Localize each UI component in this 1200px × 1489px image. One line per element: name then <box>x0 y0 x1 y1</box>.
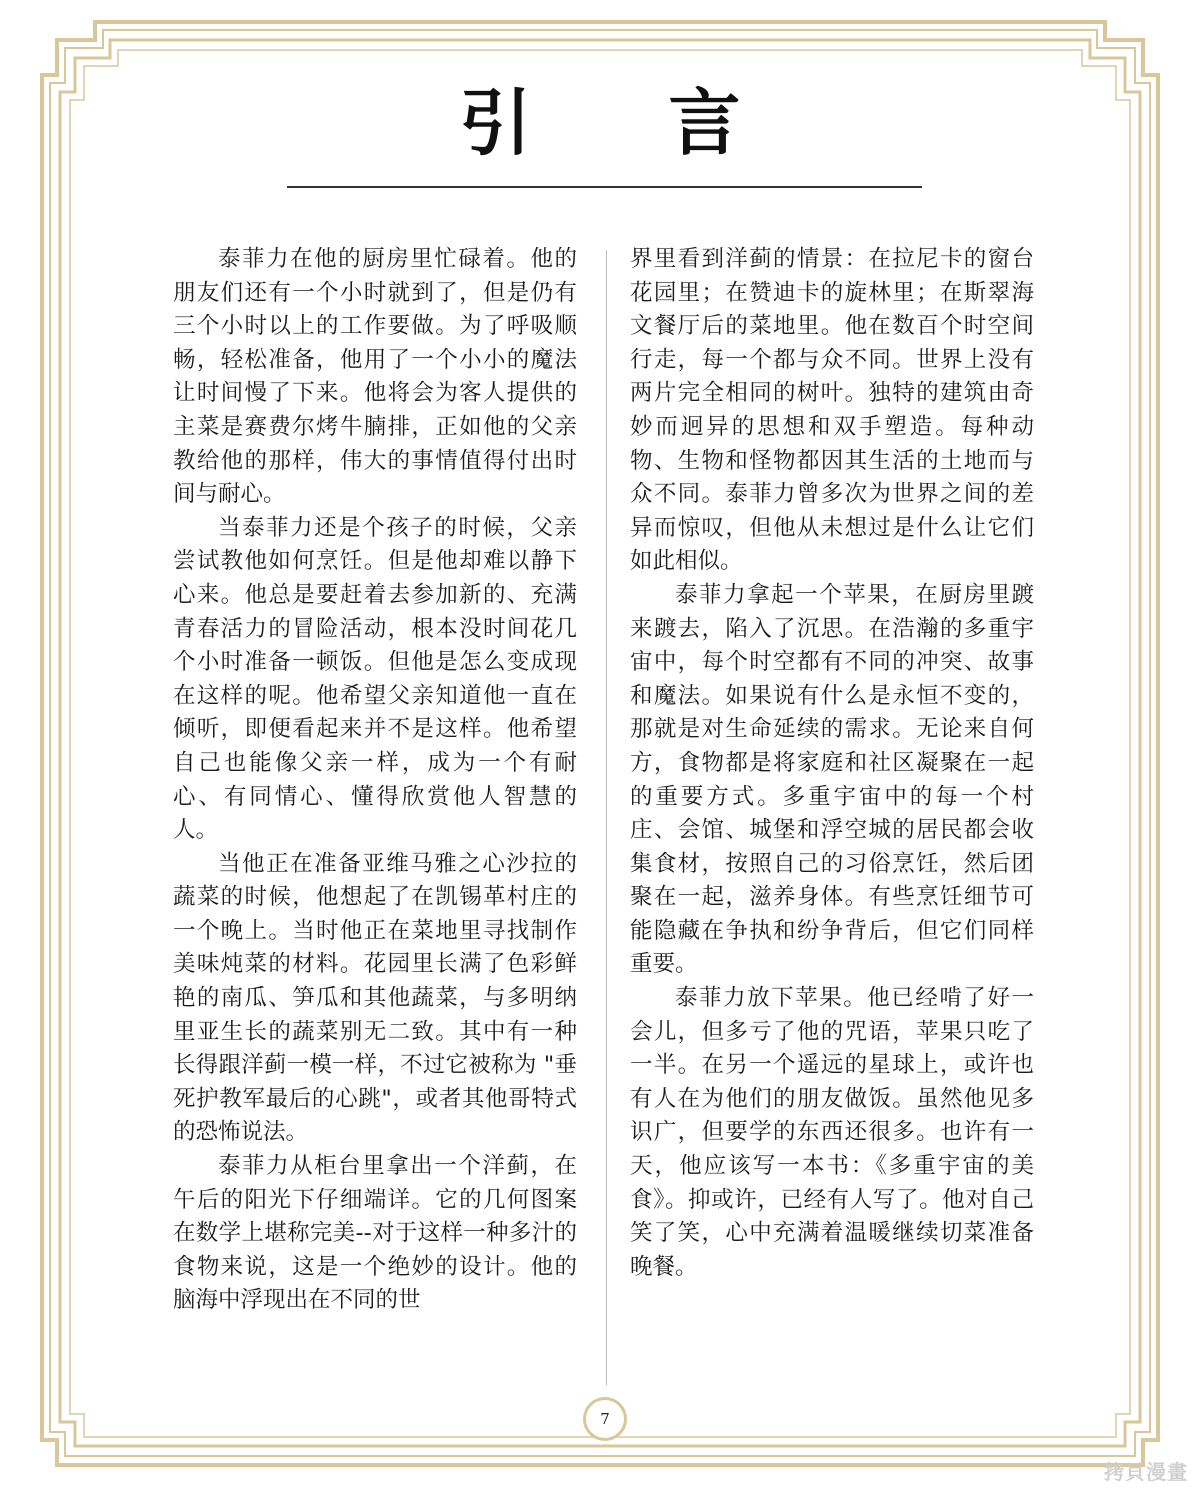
paragraph: 泰菲力放下苹果。他已经啃了好一会儿，但多亏了他的咒语，苹果只吃了一半。在另一个遥远的星球上，或许也有人在为他们的朋友做饭。虽然他见多识广，但要学的东西还很多。也许有一天，他应该写一本书：《多重宇宙的美食》。抑或许，已经有人写了。他对自己笑了笑，心中充满着温暖继续切菜准备晚餐。 <box>630 985 1034 1280</box>
right-column <box>630 243 1034 1284</box>
page-number: 7 <box>600 1410 610 1428</box>
paragraph: 当他正在准备亚维马雅之心沙拉的蔬菜的时候，他想起了在凯锡革村庄的一个晚上。当时他正在菜地里寻找制作美味炖菜的材料。花园里长满了色彩鲜艳的南瓜、笋瓜和其他蔬菜，与多明纳里亚生长的蔬菜别无二致。其中有一种长得跟洋蓟一模一样，不过它被称为 "垂死护教军最后的心跳"，或者其他哥特式的恐怖说法。 <box>173 850 577 1146</box>
left-column <box>173 243 577 1318</box>
paragraph: 当泰菲力还是个孩子的时候，父亲尝试教他如何烹饪。但是他却难以静下心来。他总是要赶着去参加新的、充满青春活力的冒险活动，根本没时间花几个小时准备一顿饭。但他是怎么变成现在这样的呢。他希望父亲知道他一直在倾听，即便看起来并不是这样。他希望自己也能像父亲一样，成为一个有耐心、有同情心、懂得欣赏他人智慧的人。 <box>173 514 577 844</box>
paragraph: 泰菲力在他的厨房里忙碌着。他的朋友们还有一个小时就到了，但是仍有三个小时以上的工作要做。为了呼吸顺畅，轻松准备，他用了一个小小的魔法让时间慢了下来。他将会为客人提供的主菜是赛费尔烤牛腩排，正如他的父亲教给他的那样，伟大的事情值得付出时间与耐心。 <box>173 246 577 508</box>
page-title: 引 言 <box>459 81 797 165</box>
watermark: 拷貝漫畫 <box>1104 1460 1188 1484</box>
title-divider <box>287 186 922 188</box>
paragraph: 界里看到洋蓟的情景：在拉尼卡的窗台花园里；在赞迪卡的旋林里；在斯翠海文餐厅后的菜地里。他在数百个时空间行走，每一个都与众不同。世界上没有两片完全相同的树叶。独特的建筑由奇妙而迥异的思想和双手塑造。每种动物、生物和怪物都因其生活的土地而与众不同。泰菲力曾多次为世界之间的差异而惊叹，但他从未想过是什么让它们如此相似。 <box>630 246 1034 575</box>
paragraph: 泰菲力从柜台里拿出一个洋蓟，在午后的阳光下仔细端详。它的几何图案在数学上堪称完美--对于这样一种多汁的食物来说，这是一个绝妙的设计。他的脑海中浮现出在不同的世 <box>173 1153 577 1314</box>
paragraph: 泰菲力拿起一个苹果，在厨房里踱来踱去，陷入了沉思。在浩瀚的多重宇宙中，每个时空都有不同的冲突、故事和魔法。如果说有什么是永恒不变的，那就是对生命延续的需求。无论来自何方，食物都是将家庭和社区凝聚在一起的重要方式。多重宇宙中的每一个村庄、会馆、城堡和浮空城的居民都会收集食材，按照自己的习俗烹饪，然后团聚在一起，滋养身体。有些烹饪细节可能隐藏在争执和纷争背后，但它们同样重要。 <box>630 581 1034 978</box>
column-divider <box>606 250 607 1385</box>
